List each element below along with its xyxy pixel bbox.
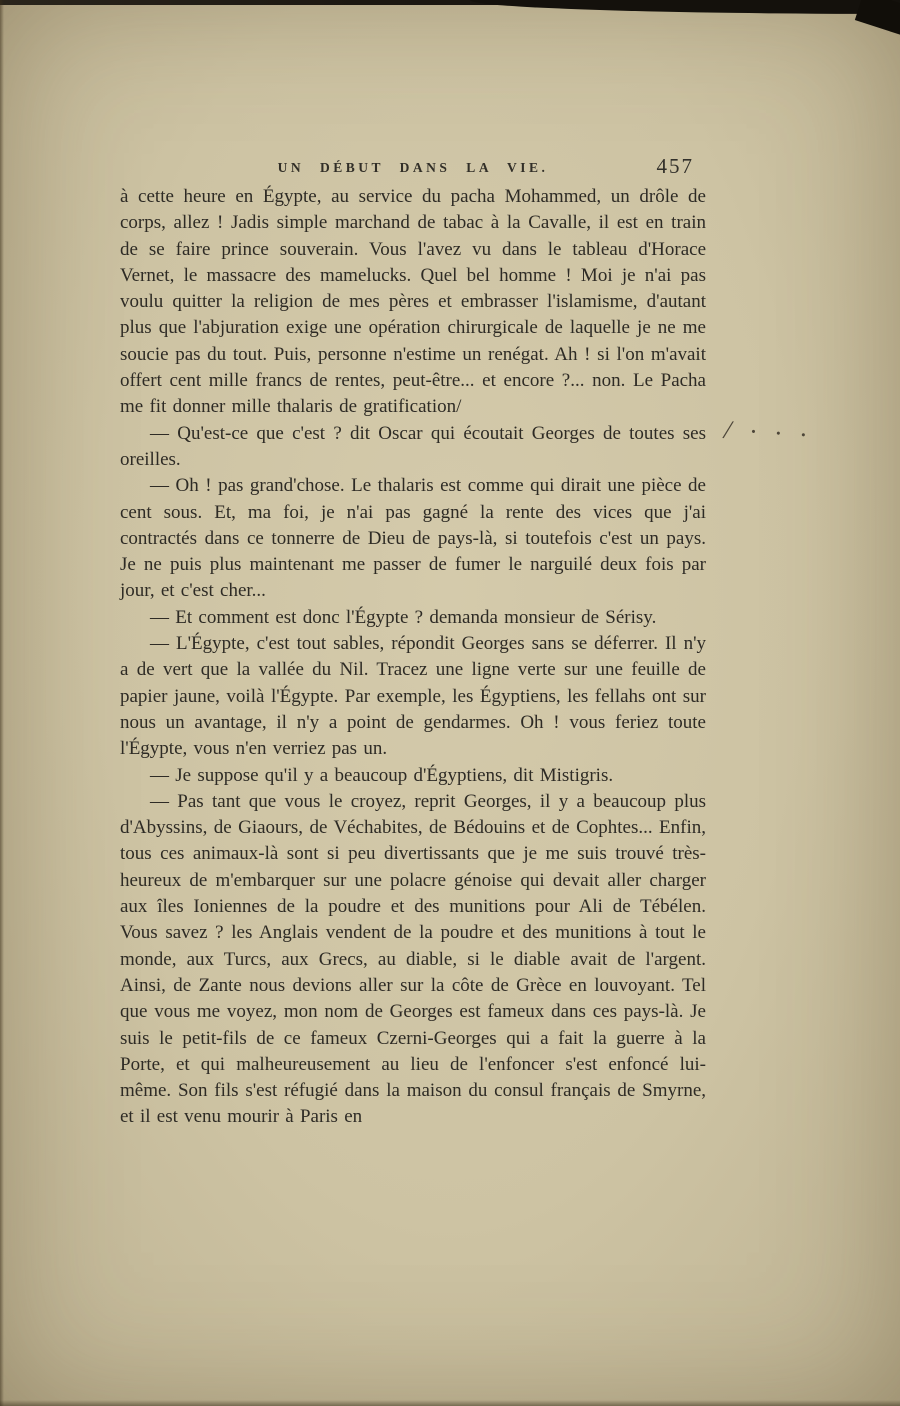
running-title: UN DÉBUT DANS LA VIE. (277, 160, 549, 175)
paragraph: — Qu'est-ce que c'est ? dit Oscar qui écoutait Georges de toutes ses oreilles. (120, 422, 706, 470)
handwritten-margin-annotation: / · · · (723, 414, 814, 451)
page-edge-bottom (0, 1400, 900, 1406)
page-header (120, 156, 706, 186)
page-edge-top-right (470, 0, 900, 14)
page-corner-shadow (855, 0, 900, 39)
paragraph: — Et comment est donc l'Égypte ? demanda monsieur de Sérisy. (150, 606, 657, 628)
paragraph: — L'Égypte, c'est tout sables, répondit Georges sans se déferrer. Il n'y a de vert que la vallée du Nil. Tracez une ligne verte sur une feuille de papier jaune, voilà l'Égypte. Par exemple, les Égyptiens, les fellahs ont sur nous un avantage, il n'y a point de gendarmes. Oh ! vous feriez toute l'Égypte, vous n'en verriez pas un. (120, 633, 706, 760)
paragraph: — Oh ! pas grand'chose. Le thalaris est comme qui dirait une pièce de cent sous. Et, ma foi, je n'ai pas gagné la rente des vices que j'ai contractés dans ce tonnerre de Dieu de pays-là, si toutefois c'est un pays. Je ne puis plus maintenant me passer de fumer le narguilé deux fois par jour, et c'est cher... (120, 475, 706, 602)
paragraph: à cette heure en Égypte, au service du pacha Mohammed, un drôle de corps, allez ! Jadis simple marchand de tabac à la Cavalle, il est en train de se faire prince souverain. Vous l'avez vu dans le tableau d'Horace Vernet, le massacre des mamelucks. Quel bel homme ! Moi je n'ai pas voulu quitter la religion de mes pères et embrasser l'islamisme, d'autant plus que l'abjuration exige une opération chirurgicale de laquelle je ne me soucie pas du tout. Puis, personne n'estime un renégat. Ah ! si l'on m'avait offert cent mille francs de rentes, peut-être... et encore ?... non. Le Pacha me fit donner mille thalaris de gratification/ (120, 186, 706, 418)
paragraph: — Pas tant que vous le croyez, reprit Georges, il y a beaucoup plus d'Abyssins, de Giaours, de Véchabites, de Bédouins et de Cophtes... Enfin, tous ces animaux-là sont si peu divertissants que je me suis trouvé très-heureux de m'embarquer sur une polacre génoise qui devait aller charger aux îles Ioniennes de la poudre et des munitions pour Ali de Tébélen. Vous savez ? les Anglais vendent de la poudre et des munitions à tout le monde, aux Turcs, aux Grecs, au diable, si le diable avait de l'argent. Ainsi, de Zante nous devions aller sur la côte de Grèce en louvoyant. Tel que vous me voyez, mon nom de Georges est fameux dans ces pays-là. Je suis le petit-fils de ce fameux Czerni-Georges qui a fait la guerre à la Porte, et qui malheureusement au lieu de l'enfoncer s'est enfoncé lui-même. Son fils s'est réfugié dans la maison du consul français de Smyrne, et il est venu mourir à Paris en (120, 790, 706, 1128)
paragraph: — Je suppose qu'il y a beaucoup d'Égyptiens, dit Mistigris. (150, 764, 614, 786)
page-edge-left (0, 0, 4, 1406)
page-number: 457 (656, 154, 694, 178)
body-text (120, 184, 706, 1131)
